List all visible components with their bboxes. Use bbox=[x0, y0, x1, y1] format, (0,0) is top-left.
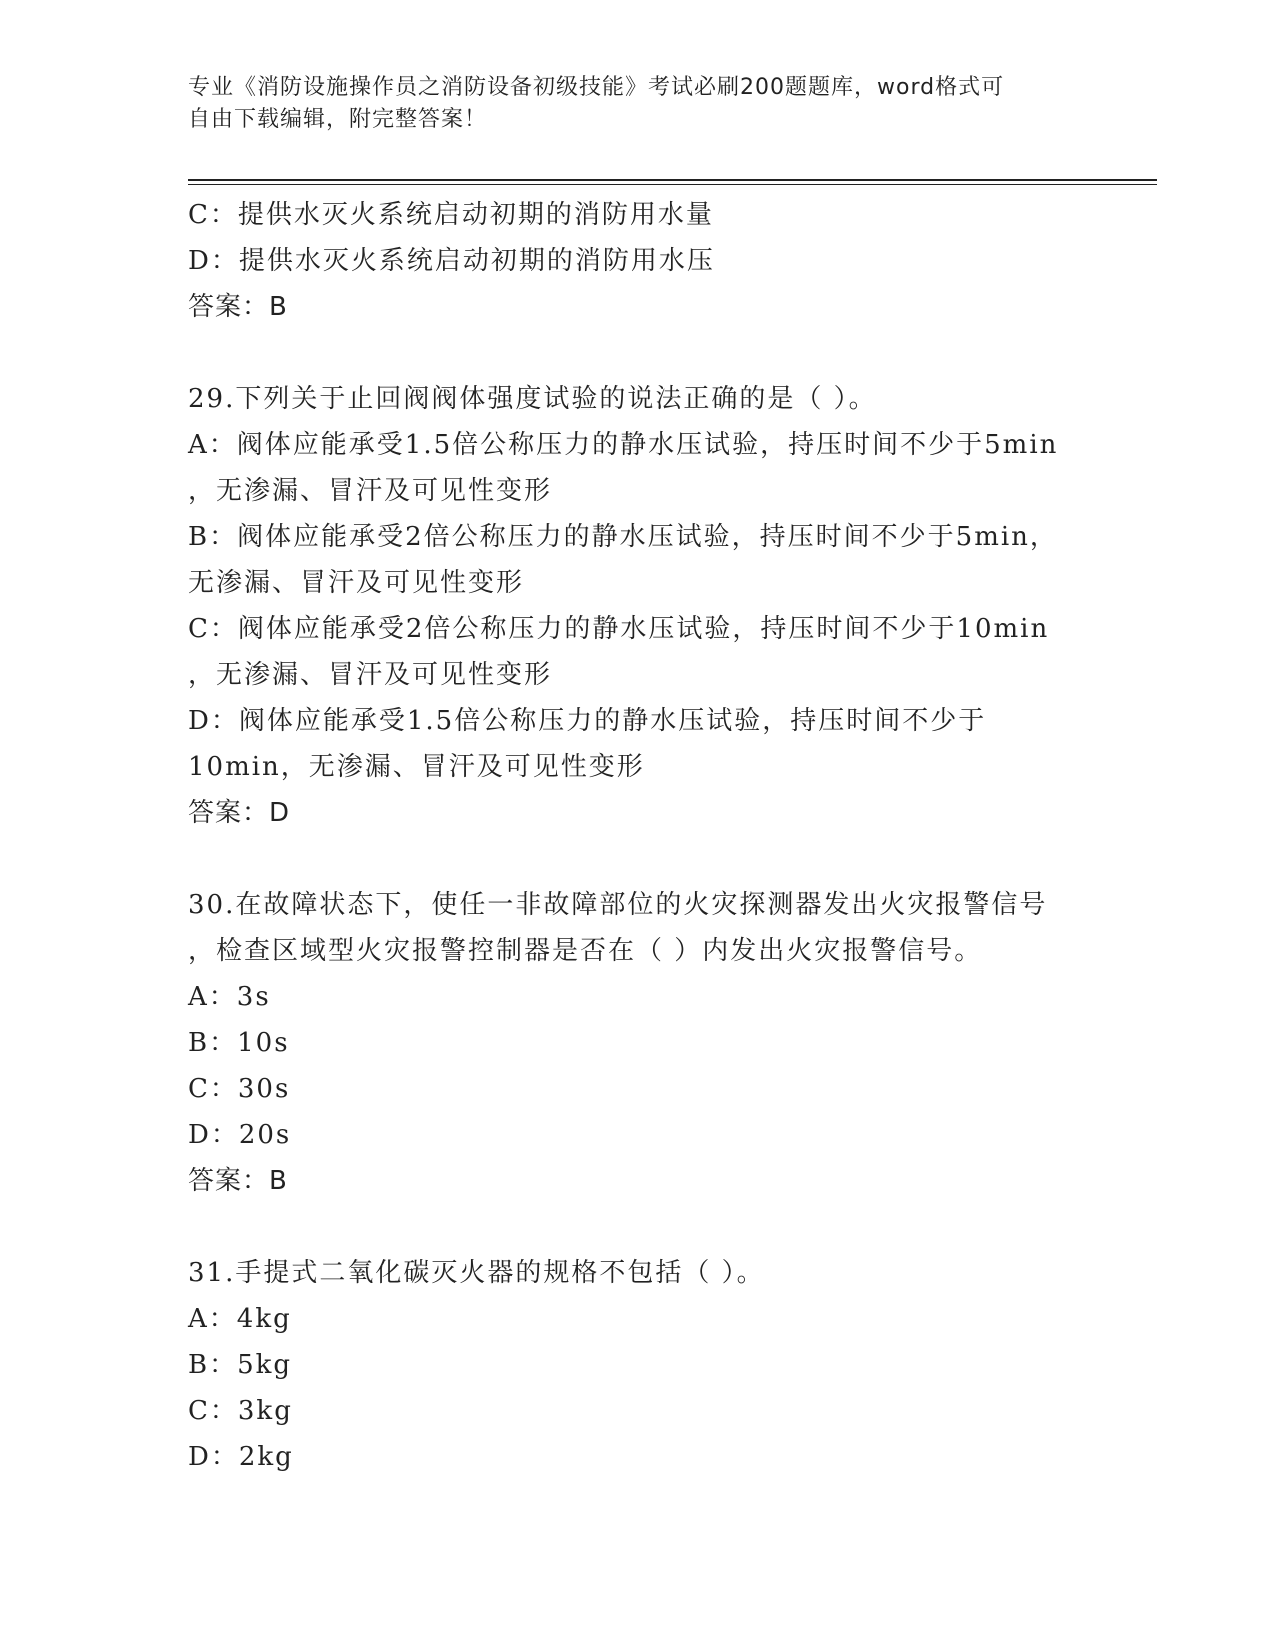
spacer bbox=[188, 836, 1148, 882]
q30-stem-line-1: 30.在故障状态下，使任一非故障部位的火灾探测器发出火灾报警信号 bbox=[188, 890, 1048, 920]
q30-stem-line-2: ，检查区域型火灾报警控制器是否在（ ）内发出火灾报警信号。 bbox=[188, 936, 983, 966]
q30-option-c: C：30s bbox=[188, 1074, 291, 1104]
q28-option-c: C：提供水灭火系统启动初期的消防用水量 bbox=[188, 200, 714, 230]
header-line-2: 自由下载编辑，附完整答案！ bbox=[188, 107, 488, 132]
question-31 bbox=[188, 1250, 1148, 1480]
q29-stem: 29.下列关于止回阀阀体强度试验的说法正确的是（ ）。 bbox=[188, 384, 877, 414]
q30-option-d: D：20s bbox=[188, 1120, 292, 1150]
q29-option-a-line-1: A：阀体应能承受1.5倍公称压力的静水压试验，持压时间不少于5min bbox=[188, 430, 1059, 460]
q29-option-d-line-1: D：阀体应能承受1.5倍公称压力的静水压试验，持压时间不少于 bbox=[188, 706, 987, 736]
q29-option-c-line-1: C：阀体应能承受2倍公称压力的静水压试验，持压时间不少于10min bbox=[188, 614, 1050, 644]
q29-answer: 答案：D bbox=[188, 798, 291, 828]
question-30 bbox=[188, 882, 1148, 1204]
q28-option-d: D：提供水灭火系统启动初期的消防用水压 bbox=[188, 246, 715, 276]
spacer bbox=[188, 330, 1148, 376]
question-content bbox=[188, 192, 1148, 1480]
header-divider-thick bbox=[188, 179, 1157, 181]
question-28-tail bbox=[188, 192, 1148, 330]
q31-option-b: B：5kg bbox=[188, 1350, 293, 1380]
q31-option-c: C：3kg bbox=[188, 1396, 293, 1426]
q31-option-a: A：4kg bbox=[188, 1304, 292, 1334]
q30-answer: 答案：B bbox=[188, 1166, 288, 1196]
q28-answer: 答案：B bbox=[188, 292, 288, 322]
q29-option-d-line-2: 10min，无渗漏、冒汗及可见性变形 bbox=[188, 752, 645, 782]
question-29 bbox=[188, 376, 1148, 836]
header-divider-thin bbox=[188, 184, 1157, 185]
q29-option-c-line-2: ，无渗漏、冒汗及可见性变形 bbox=[188, 660, 553, 690]
spacer bbox=[188, 1204, 1148, 1250]
q30-option-a: A：3s bbox=[188, 982, 271, 1012]
q29-option-b-line-1: B：阀体应能承受2倍公称压力的静水压试验，持压时间不少于5min， bbox=[188, 522, 1058, 552]
q31-stem: 31.手提式二氧化碳灭火器的规格不包括（ ）。 bbox=[188, 1258, 765, 1288]
header-line-1: 专业《消防设施操作员之消防设备初级技能》考试必刷200题题库，word格式可 bbox=[188, 75, 1005, 100]
q29-option-b-line-2: 无渗漏、冒汗及可见性变形 bbox=[188, 568, 525, 598]
q31-option-d: D：2kg bbox=[188, 1442, 294, 1472]
q30-option-b: B：10s bbox=[188, 1028, 290, 1058]
q29-option-a-line-2: ，无渗漏、冒汗及可见性变形 bbox=[188, 476, 553, 506]
document-header bbox=[188, 72, 1068, 136]
